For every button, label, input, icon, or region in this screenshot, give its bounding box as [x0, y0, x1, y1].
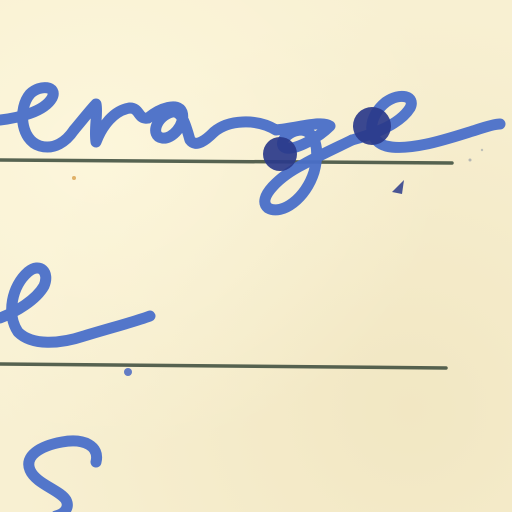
paper-speck-2 [469, 159, 472, 162]
paper-speck-3 [481, 149, 483, 151]
ink-blot-1 [263, 137, 297, 171]
handwritten-word-line-1 [0, 88, 500, 210]
handwritten-word-line-3 [29, 441, 97, 512]
ink-dot-small [124, 368, 132, 376]
ruled-line-1 [0, 160, 452, 163]
paper-speck-1 [72, 176, 76, 180]
ruled-line-2 [0, 364, 446, 368]
handwritten-word-line-2 [0, 268, 150, 342]
ink-blot-2 [353, 107, 391, 145]
ink-speck [392, 180, 404, 194]
